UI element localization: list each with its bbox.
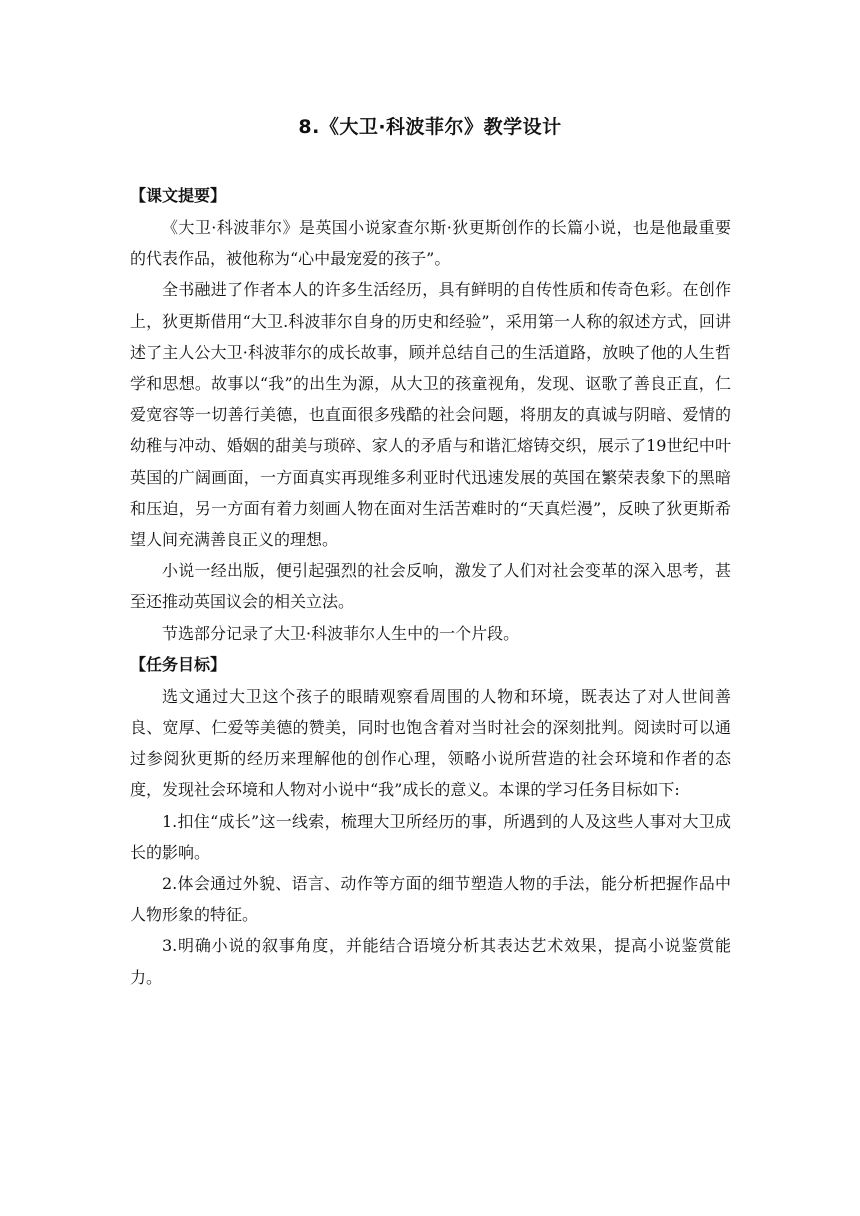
section-heading-summary: 【课文提要】 bbox=[130, 186, 227, 205]
goal-item: 3.明确小说的叙事角度，并能结合语境分析其表达艺术效果，提高小说鉴赏能力。 bbox=[130, 936, 731, 987]
summary-paragraph: 《大卫·科波菲尔》是英国小说家查尔斯·狄更斯创作的长篇小说，也是他最重要的代表作品，被他称为“心中最宠爱的孩子”。 bbox=[130, 218, 731, 269]
section-heading-goals: 【任务目标】 bbox=[130, 654, 227, 674]
summary-paragraph: 小说一经出版，便引起强烈的社会反响，激发了人们对社会变革的深入思考，甚至还推动英国议会的相关立法。 bbox=[130, 561, 731, 612]
goals-paragraph: 选文通过大卫这个孩子的眼睛观察看周围的人物和环境，既表达了对人世间善良、宽厚、仁爱等美德的赞美，同时也饱含着对当时社会的深刻批判。阅读时可以通过参阅狄更斯的经历来理解他的创作心理，领略小说所营造的社会环境和作者的态度，发现社会环境和人物对小说中“我”成长的意义。本课的学习任务目标如下: bbox=[130, 686, 731, 800]
goal-item: 2.体会通过外貌、语言、动作等方面的细节塑造人物的手法，能分析把握作品中人物形象的特征。 bbox=[130, 874, 731, 925]
document-body bbox=[130, 180, 731, 993]
goal-item: 1.扣住“成长”这一线索，梳理大卫所经历的事，所遇到的人及这些人事对大卫成长的影响。 bbox=[130, 811, 731, 862]
summary-paragraph: 全书融进了作者本人的许多生活经历，具有鲜明的自传性质和传奇色彩。在创作上，狄更斯借用“大卫.科波菲尔自身的历史和经验”，采用第一人称的叙述方式，回讲述了主人公大卫·科波菲尔的成长故事，顾并总结自己的生活道路，放映了他的人生哲学和思想。故事以“我”的出生为源，从大卫的孩童视角，发现、讴歌了善良正直，仁爱宽容等一切善行美德，也直面很多残酷的社会问题，将朋友的真诚与阴暗、爱情的幼稚与冲动、婚姻的甜美与琐碎、家人的矛盾与和谐汇熔铸交织，展示了19世纪中叶英国的广阔画面，一方面真实再现维多利亚时代迅速发展的英国在繁荣表象下的黑暗和压迫，另一方面有着力刻画人物在面对生活苦难时的“天真烂漫”，反映了狄更斯希望人间充满善良正义的理想。 bbox=[130, 280, 731, 550]
summary-paragraph: 节选部分记录了大卫·科波菲尔人生中的一个片段。 bbox=[162, 623, 520, 643]
page-title: 8.《大卫·科波菲尔》教学设计 bbox=[298, 116, 562, 138]
